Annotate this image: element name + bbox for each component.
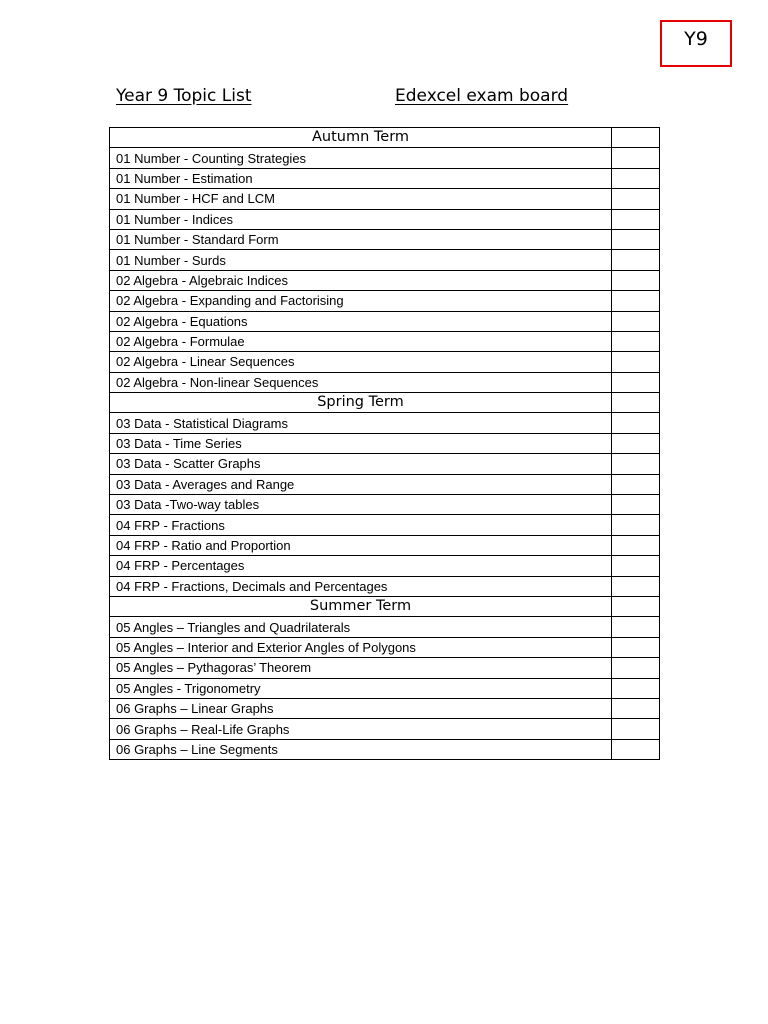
year-badge: Y9	[660, 20, 732, 67]
topic-name: 06 Graphs – Real-Life Graphs	[110, 719, 612, 739]
topic-check-cell[interactable]	[612, 148, 660, 168]
topic-name: 03 Data - Statistical Diagrams	[110, 413, 612, 433]
term-check-cell	[612, 128, 660, 148]
topic-check-cell[interactable]	[612, 474, 660, 494]
table-row	[110, 454, 660, 474]
table-row	[110, 250, 660, 270]
term-title: Spring Term	[110, 393, 612, 413]
term-header-row	[110, 128, 660, 148]
topic-check-cell[interactable]	[612, 433, 660, 453]
topic-name: 02 Algebra - Expanding and Factorising	[110, 291, 612, 311]
table-row	[110, 637, 660, 657]
table-row	[110, 413, 660, 433]
topic-name: 01 Number - HCF and LCM	[110, 189, 612, 209]
topic-check-cell[interactable]	[612, 719, 660, 739]
table-row	[110, 433, 660, 453]
topic-name: 02 Algebra - Algebraic Indices	[110, 270, 612, 290]
topic-check-cell[interactable]	[612, 698, 660, 718]
term-title: Autumn Term	[110, 128, 612, 148]
table-row	[110, 352, 660, 372]
topic-check-cell[interactable]	[612, 352, 660, 372]
topic-table-body	[110, 128, 660, 760]
table-row	[110, 739, 660, 759]
term-header-row	[110, 596, 660, 616]
table-row	[110, 719, 660, 739]
topic-check-cell[interactable]	[612, 250, 660, 270]
topic-name: 02 Algebra - Non-linear Sequences	[110, 372, 612, 392]
table-row	[110, 617, 660, 637]
topic-name: 06 Graphs – Linear Graphs	[110, 698, 612, 718]
topic-name: 02 Algebra - Formulae	[110, 331, 612, 351]
topic-name: 06 Graphs – Line Segments	[110, 739, 612, 759]
table-row	[110, 698, 660, 718]
table-row	[110, 148, 660, 168]
topic-name: 03 Data - Time Series	[110, 433, 612, 453]
topic-name: 05 Angles – Triangles and Quadrilaterals	[110, 617, 612, 637]
topic-check-cell[interactable]	[612, 291, 660, 311]
topic-table	[109, 127, 660, 760]
topic-name: 05 Angles – Interior and Exterior Angles of Polygons	[110, 637, 612, 657]
topic-name: 04 FRP - Ratio and Proportion	[110, 535, 612, 555]
table-row	[110, 576, 660, 596]
table-row	[110, 372, 660, 392]
topic-name: 04 FRP - Fractions, Decimals and Percentages	[110, 576, 612, 596]
topic-check-cell[interactable]	[612, 535, 660, 555]
topic-name: 04 FRP - Percentages	[110, 556, 612, 576]
topic-name: 01 Number - Standard Form	[110, 229, 612, 249]
topic-name: 04 FRP - Fractions	[110, 515, 612, 535]
topic-check-cell[interactable]	[612, 229, 660, 249]
exam-board-heading: Edexcel exam board	[395, 86, 569, 106]
topic-name: 01 Number - Counting Strategies	[110, 148, 612, 168]
topic-name: 03 Data -Two-way tables	[110, 495, 612, 515]
table-row	[110, 209, 660, 229]
topic-check-cell[interactable]	[612, 678, 660, 698]
topic-name: 02 Algebra - Linear Sequences	[110, 352, 612, 372]
term-check-cell	[612, 596, 660, 616]
topic-check-cell[interactable]	[612, 189, 660, 209]
table-row	[110, 474, 660, 494]
topic-check-cell[interactable]	[612, 331, 660, 351]
topic-name: 05 Angles - Trigonometry	[110, 678, 612, 698]
topic-check-cell[interactable]	[612, 168, 660, 188]
topic-name: 01 Number - Surds	[110, 250, 612, 270]
topic-check-cell[interactable]	[612, 556, 660, 576]
topic-name: 03 Data - Averages and Range	[110, 474, 612, 494]
topic-check-cell[interactable]	[612, 617, 660, 637]
term-check-cell	[612, 393, 660, 413]
topic-check-cell[interactable]	[612, 495, 660, 515]
topic-check-cell[interactable]	[612, 372, 660, 392]
topic-check-cell[interactable]	[612, 515, 660, 535]
topic-name: 02 Algebra - Equations	[110, 311, 612, 331]
table-row	[110, 331, 660, 351]
topic-name: 03 Data - Scatter Graphs	[110, 454, 612, 474]
table-row	[110, 556, 660, 576]
term-title: Summer Term	[110, 596, 612, 616]
table-row	[110, 658, 660, 678]
table-row	[110, 311, 660, 331]
table-row	[110, 495, 660, 515]
table-row	[110, 229, 660, 249]
topic-check-cell[interactable]	[612, 270, 660, 290]
topic-check-cell[interactable]	[612, 637, 660, 657]
term-header-row	[110, 393, 660, 413]
table-row	[110, 270, 660, 290]
table-row	[110, 168, 660, 188]
topic-check-cell[interactable]	[612, 413, 660, 433]
table-row	[110, 189, 660, 209]
topic-check-cell[interactable]	[612, 576, 660, 596]
topic-check-cell[interactable]	[612, 311, 660, 331]
topic-check-cell[interactable]	[612, 739, 660, 759]
table-row	[110, 291, 660, 311]
topic-check-cell[interactable]	[612, 454, 660, 474]
table-row	[110, 535, 660, 555]
topic-check-cell[interactable]	[612, 209, 660, 229]
topic-check-cell[interactable]	[612, 658, 660, 678]
page-title: Year 9 Topic List	[116, 86, 252, 106]
table-row	[110, 515, 660, 535]
topic-name: 01 Number - Estimation	[110, 168, 612, 188]
table-row	[110, 678, 660, 698]
topic-name: 05 Angles – Pythagoras’ Theorem	[110, 658, 612, 678]
topic-name: 01 Number - Indices	[110, 209, 612, 229]
